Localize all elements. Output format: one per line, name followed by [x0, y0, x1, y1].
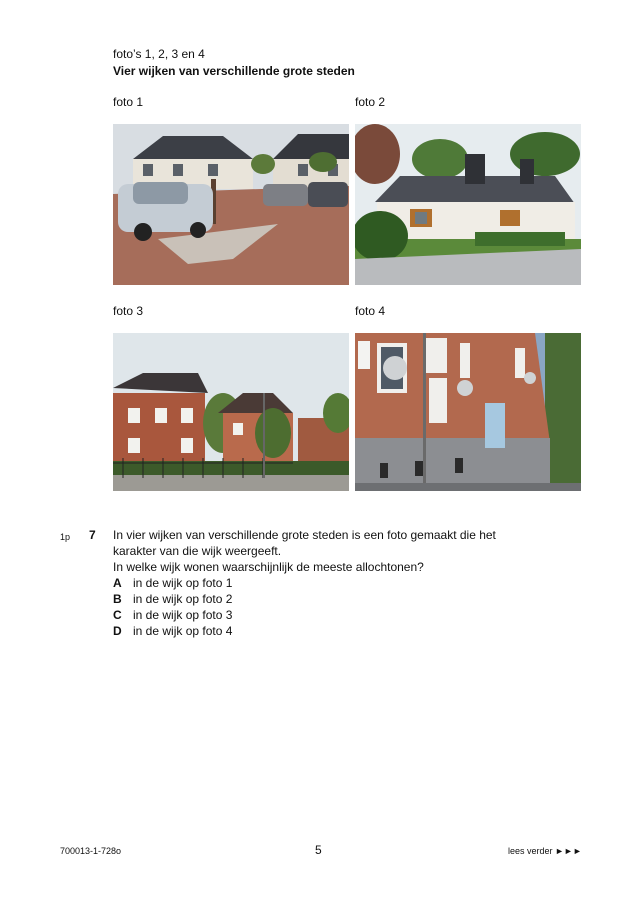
answer-option-b[interactable]: [113, 591, 232, 607]
answer-option-a[interactable]: [113, 575, 232, 591]
option-text: in de wijk op foto 3: [133, 608, 233, 622]
photo-2-caption: foto 2: [355, 95, 386, 109]
exam-code: 700013-1-728o: [60, 846, 122, 856]
option-letter: B: [113, 592, 122, 606]
photo-1: [113, 124, 349, 285]
answer-option-c[interactable]: [113, 607, 232, 623]
question-text-line-2: karakter van die wijk weergeeft.: [113, 544, 282, 558]
photo-3: [113, 333, 349, 491]
question-text-line-3: In welke wijk wonen waarschijnlijk de meeste allochtonen?: [113, 560, 424, 574]
photo-1-caption: foto 1: [113, 95, 144, 109]
option-text: in de wijk op foto 1: [133, 576, 233, 590]
question-number: 7: [89, 528, 96, 542]
photo-3-caption: foto 3: [113, 304, 144, 318]
page-number: 5: [315, 843, 322, 857]
option-letter: C: [113, 608, 122, 622]
question-text-line-1: In vier wijken van verschillende grote steden is een foto gemaakt die het: [113, 528, 496, 542]
photo-2: [355, 124, 581, 285]
option-text: in de wijk op foto 4: [133, 624, 233, 638]
question-points: 1p: [60, 532, 71, 542]
photo-4: [355, 333, 581, 491]
answer-option-d[interactable]: [113, 623, 232, 639]
option-letter: D: [113, 624, 122, 638]
continue-indicator: lees verder ►►►: [508, 846, 582, 856]
photo-4-caption: foto 4: [355, 304, 386, 318]
option-letter: A: [113, 576, 122, 590]
option-text: in de wijk op foto 2: [133, 592, 233, 606]
source-label: foto’s 1, 2, 3 en 4: [113, 47, 205, 61]
source-title: Vier wijken van verschillende grote steden: [113, 64, 355, 78]
